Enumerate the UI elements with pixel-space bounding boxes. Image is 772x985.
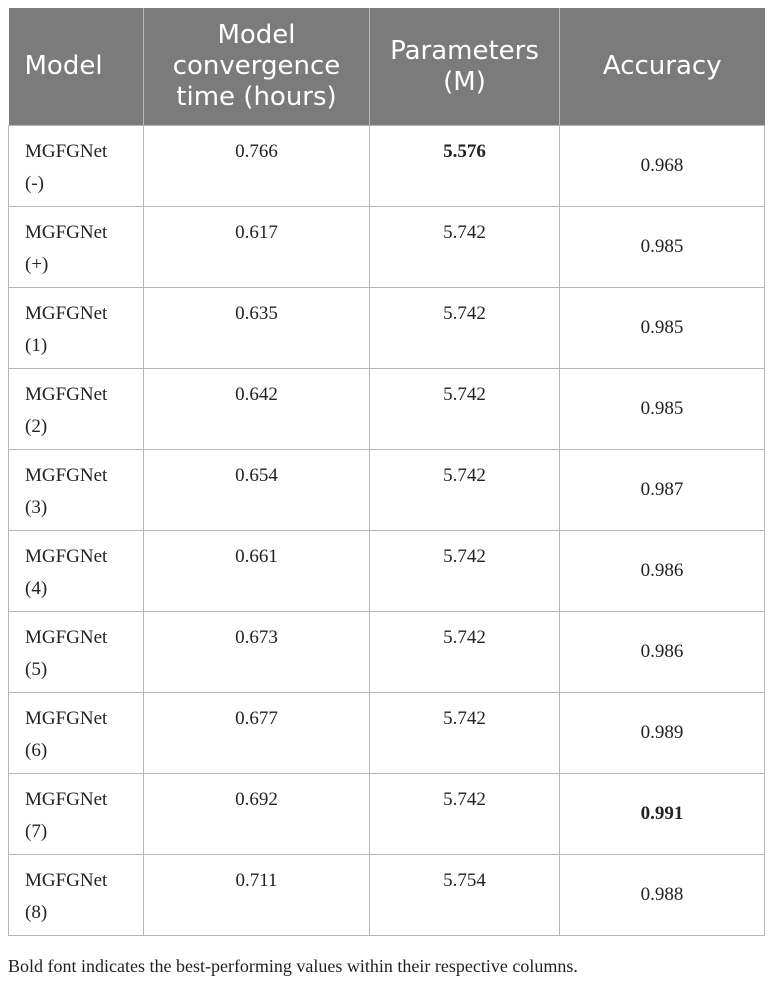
accuracy-cell: 0.985 <box>560 288 765 369</box>
parameters-cell: 5.742 <box>370 531 560 612</box>
parameters-cell: 5.742 <box>370 612 560 693</box>
table-row <box>9 450 765 531</box>
parameters-cell: 5.742 <box>370 693 560 774</box>
header-model: Model <box>9 8 144 126</box>
model-variant: (6) <box>25 740 48 761</box>
model-name: MGFGNet <box>25 303 108 324</box>
convergence-time-cell: 0.677 <box>144 693 370 774</box>
table-row <box>9 774 765 855</box>
model-cell <box>9 288 144 369</box>
model-variant: (2) <box>25 416 48 437</box>
parameters-cell: 5.576 <box>370 126 560 207</box>
convergence-time-cell: 0.617 <box>144 207 370 288</box>
model-variant: (8) <box>25 902 48 923</box>
convergence-time-cell: 0.711 <box>144 855 370 936</box>
model-cell <box>9 450 144 531</box>
table-row <box>9 207 765 288</box>
parameters-cell: 5.742 <box>370 288 560 369</box>
model-cell <box>9 612 144 693</box>
convergence-time-cell: 0.642 <box>144 369 370 450</box>
convergence-time-cell: 0.673 <box>144 612 370 693</box>
model-variant: (+) <box>25 254 49 275</box>
convergence-time-cell: 0.766 <box>144 126 370 207</box>
model-variant: (1) <box>25 335 48 356</box>
accuracy-cell: 0.991 <box>560 774 765 855</box>
model-variant: (3) <box>25 497 48 518</box>
table-row <box>9 855 765 936</box>
model-name: MGFGNet <box>25 546 108 567</box>
accuracy-cell: 0.985 <box>560 369 765 450</box>
header-accuracy: Accuracy <box>560 8 765 126</box>
model-variant: (-) <box>25 173 44 194</box>
table-row <box>9 612 765 693</box>
convergence-time-cell: 0.635 <box>144 288 370 369</box>
model-name: MGFGNet <box>25 384 108 405</box>
table-footnote: Bold font indicates the best-performing values within their respective columns. <box>8 956 578 976</box>
parameters-cell: 5.742 <box>370 369 560 450</box>
model-cell <box>9 126 144 207</box>
model-name: MGFGNet <box>25 789 108 810</box>
model-variant: (5) <box>25 659 48 680</box>
parameters-cell: 5.742 <box>370 774 560 855</box>
model-variant: (4) <box>25 578 48 599</box>
model-name: MGFGNet <box>25 141 108 162</box>
convergence-time-cell: 0.692 <box>144 774 370 855</box>
model-cell <box>9 774 144 855</box>
table-row <box>9 288 765 369</box>
model-name: MGFGNet <box>25 465 108 486</box>
table-header <box>9 8 765 126</box>
model-cell <box>9 693 144 774</box>
model-cell <box>9 207 144 288</box>
accuracy-cell: 0.988 <box>560 855 765 936</box>
parameters-cell: 5.742 <box>370 450 560 531</box>
table-row <box>9 369 765 450</box>
results-table-container <box>8 8 764 936</box>
model-name: MGFGNet <box>25 222 108 243</box>
table-row <box>9 531 765 612</box>
table-row <box>9 693 765 774</box>
convergence-time-cell: 0.654 <box>144 450 370 531</box>
parameters-cell: 5.754 <box>370 855 560 936</box>
table-row <box>9 126 765 207</box>
model-cell <box>9 855 144 936</box>
model-variant: (7) <box>25 821 48 842</box>
model-cell <box>9 531 144 612</box>
header-row <box>9 8 765 126</box>
model-name: MGFGNet <box>25 708 108 729</box>
convergence-time-cell: 0.661 <box>144 531 370 612</box>
header-convergence-time: Model convergence time (hours) <box>144 8 370 126</box>
model-name: MGFGNet <box>25 870 108 891</box>
parameters-cell: 5.742 <box>370 207 560 288</box>
accuracy-cell: 0.986 <box>560 531 765 612</box>
accuracy-cell: 0.968 <box>560 126 765 207</box>
accuracy-cell: 0.986 <box>560 612 765 693</box>
accuracy-cell: 0.985 <box>560 207 765 288</box>
accuracy-cell: 0.989 <box>560 693 765 774</box>
results-table <box>8 8 765 936</box>
accuracy-cell: 0.987 <box>560 450 765 531</box>
header-parameters: Parameters (M) <box>370 8 560 126</box>
table-body <box>9 126 765 936</box>
model-name: MGFGNet <box>25 627 108 648</box>
model-cell <box>9 369 144 450</box>
